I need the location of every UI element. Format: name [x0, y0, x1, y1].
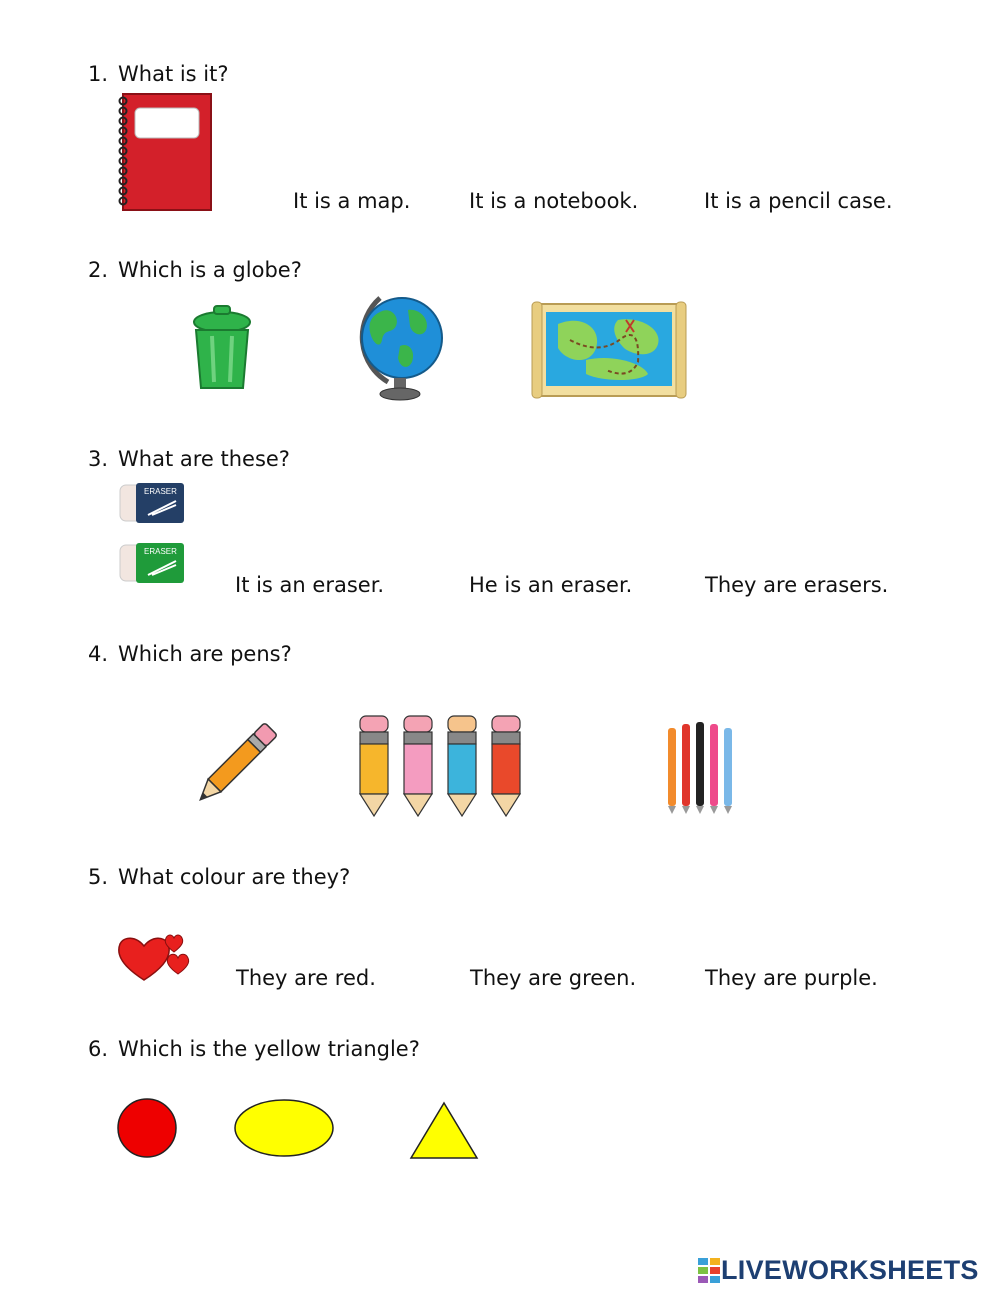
- pens-option[interactable]: [662, 718, 746, 816]
- single-pencil-option[interactable]: [190, 720, 280, 810]
- eraser-label: ERASER: [144, 547, 177, 556]
- option-q1-map[interactable]: It is a map.: [293, 189, 411, 213]
- yellow-oval-option[interactable]: [232, 1098, 338, 1160]
- treasure-map-option[interactable]: [530, 300, 688, 404]
- option-q3-he-eraser[interactable]: He is an eraser.: [469, 573, 633, 597]
- option-q1-pencil-case[interactable]: It is a pencil case.: [704, 189, 893, 213]
- question-number: 1.: [88, 62, 109, 86]
- question-text: What are these?: [118, 447, 290, 471]
- colored-pencils-option[interactable]: [356, 712, 530, 822]
- red-circle-option[interactable]: [116, 1098, 180, 1160]
- option-q1-notebook[interactable]: It is a notebook.: [469, 189, 639, 213]
- yellow-triangle-option[interactable]: [408, 1100, 480, 1162]
- notebook-image: [115, 92, 215, 212]
- question-3: [88, 449, 290, 470]
- logo-blocks-icon: [697, 1257, 721, 1283]
- question-4: [88, 644, 292, 665]
- question-text: Which is the yellow triangle?: [118, 1037, 420, 1061]
- question-2: [88, 260, 302, 281]
- option-q5-green[interactable]: They are green.: [470, 966, 637, 990]
- trash-bin-option[interactable]: [188, 302, 256, 392]
- option-q5-purple[interactable]: They are purple.: [705, 966, 878, 990]
- hearts-image: [116, 930, 192, 986]
- green-eraser-image: [118, 541, 186, 585]
- question-text: Which are pens?: [118, 642, 292, 666]
- question-number: 5.: [88, 865, 109, 889]
- eraser-label: ERASER: [144, 487, 177, 496]
- question-number: 3.: [88, 447, 109, 471]
- question-1: [88, 64, 229, 85]
- liveworksheets-logo: [697, 1254, 979, 1285]
- question-6: [88, 1039, 420, 1060]
- globe-option[interactable]: [350, 290, 446, 402]
- question-text: Which is a globe?: [118, 258, 302, 282]
- question-text: What is it?: [118, 62, 229, 86]
- option-q3-erasers[interactable]: They are erasers.: [705, 573, 889, 597]
- blue-eraser-image: [118, 481, 186, 525]
- question-text: What colour are they?: [118, 865, 351, 889]
- question-number: 2.: [88, 258, 109, 282]
- logo-text: LIVEWORKSHEETS: [721, 1254, 979, 1285]
- option-q3-eraser[interactable]: It is an eraser.: [235, 573, 385, 597]
- option-q5-red[interactable]: They are red.: [236, 966, 376, 990]
- question-number: 6.: [88, 1037, 109, 1061]
- question-5: [88, 867, 350, 888]
- question-number: 4.: [88, 642, 109, 666]
